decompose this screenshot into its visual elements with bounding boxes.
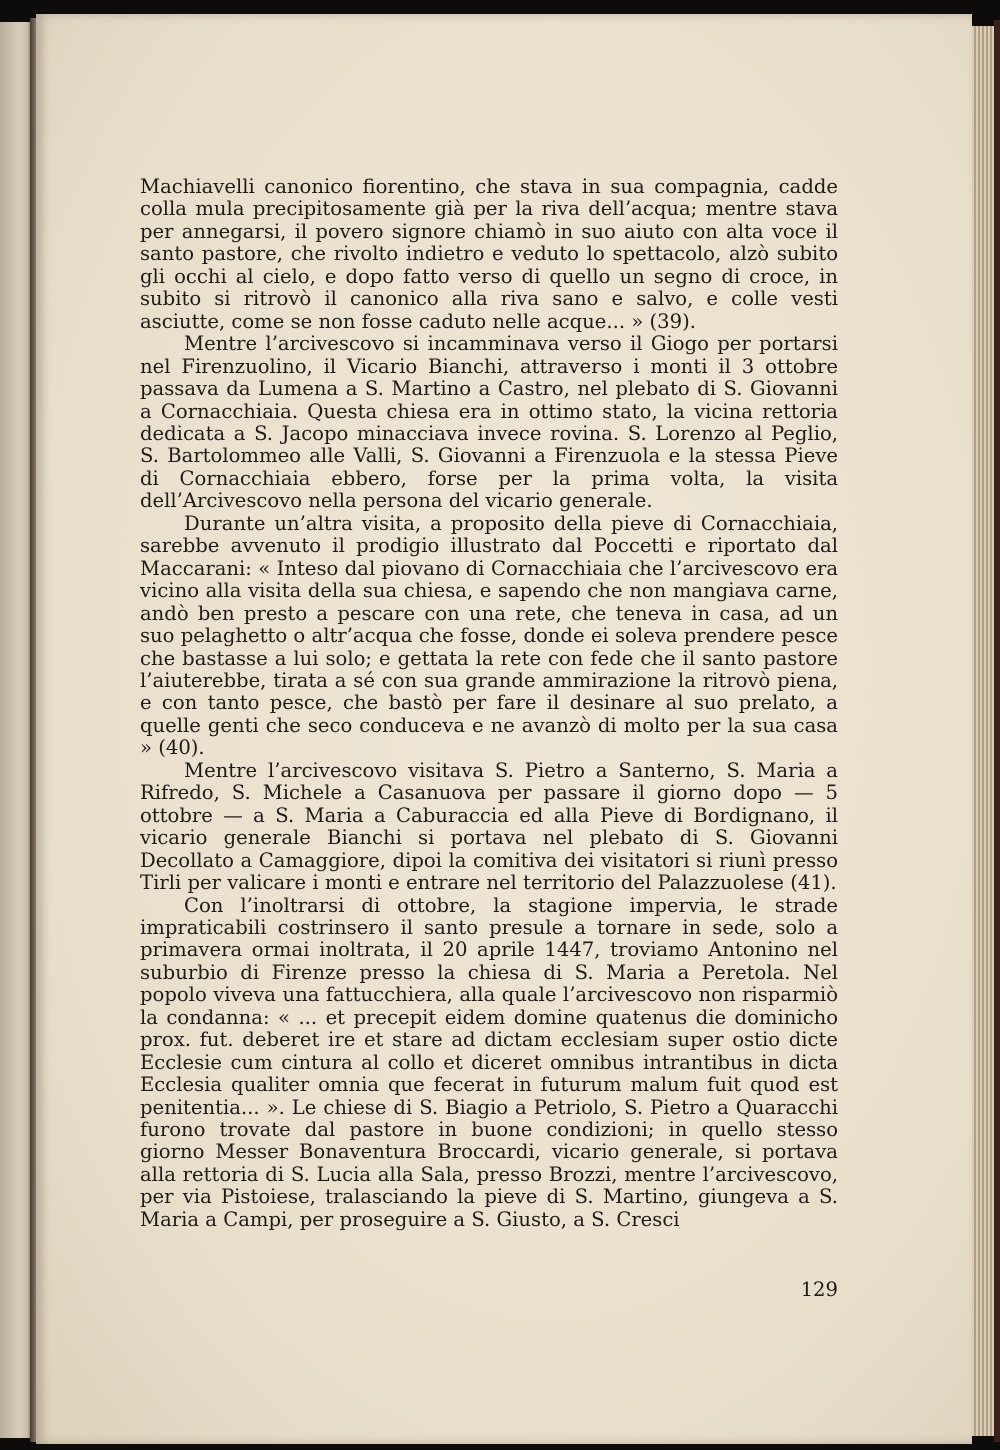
- paragraph-1: Machiavelli canonico fiorentino, che stava in sua compagnia, cadde colla mula precipitosamente già per la riva dell’acqua; mentre stava per annegarsi, il povero signore chiamò in suo aiuto con alta voce il santo pastore, che rivolto indietro e veduto lo spettacolo, alzò subito gli occhi al cielo, e dopo fatto verso di quello un segno di croce, in subito si ritrovò il canonico alla riva sano e salvo, e colle vesti asciutte, come se non fosse caduto nelle acque... » (39).: [140, 175, 838, 333]
- cover-edge: [994, 20, 1000, 1442]
- body-text: [140, 176, 838, 1231]
- paragraph-3: Durante un’altra visita, a proposito della pieve di Cornacchiaia, sarebbe avvenuto il prodigio illustrato dal Poccetti e riportato dal Maccarani: « Inteso dal piovano di Cornacchiaia che l’arcivescovo era vicino alla visita della sua chiesa, e sapendo che non mangiava carne, andò ben presto a pescare con una rete, che teneva in casa, ad un suo pelaghetto o altr’acqua che fosse, donde ei soleva prendere pesce che bastasse a lui solo; e gettata la rete con fede che il santo pastore l’aiuterebbe, tirata a sé con sua grande ammirazione la ritrovò piena, e con tanto pesce, che bastò per fare il desinare al suo prelato, a quelle genti che seco conduceva e ne avanzò di molto per la sua casa » (40).: [140, 511, 838, 760]
- page-number: 129: [800, 1278, 838, 1301]
- paragraph-4: Mentre l’arcivescovo visitava S. Pietro a Santerno, S. Maria a Rifredo, S. Michele a Casanuova per passare il giorno dopo — 5 ottobre — a S. Maria a Caburaccia ed alla Pieve di Bordignano, il vicario generale Bianchi si portava nel plebato di S. Giovanni Decollato a Camaggiore, dipoi la comitiva dei visitatori si riunì presso Tirli per valicare i monti e entrare nel territorio del Palazzuolese (41).: [140, 758, 838, 895]
- paragraph-2: Mentre l’arcivescovo si incamminava verso il Giogo per portarsi nel Firenzuolino, il Vicario Bianchi, attraverso i monti il 3 ottobre passava da Lumena a S. Martino a Castro, nel plebato di S. Giovanni a Cornacchiaia. Questa chiesa era in ottimo stato, la vicina rettoria dedicata a S. Jacopo minacciava invece rovina. S. Lorenzo al Peglio, S. Bartolommeo alle Valli, S. Giovanni a Firenzuola e la stessa Pieve di Cornacchiaia ebbero, forse per la prima volta, la visita dell’Arcivescovo nella persona del vicario generale.: [140, 332, 838, 513]
- paragraph-5: Con l’inoltrarsi di ottobre, la stagione impervia, le strade impraticabili costrinsero il santo presule a tornare in sede, solo a primavera ormai inoltrata, il 20 aprile 1447, troviamo Antonino nel suburbio di Firenze presso la chiesa di S. Maria a Peretola. Nel popolo viveva una fattucchiera, alla quale l’arcivescovo non risparmiò la condanna: « ... et precepit eidem domine quatenus die dominicho prox. fut. deberet ire et stare ad dictam ecclesiam super ostio dicte Ecclesie cum cintura al collo et diceret omnibus intrantibus in dicta Ecclesia qualiter omnia que fecerat in futurum malum fuit quod est penitentia... ». Le chiese di S. Biagio a Petriolo, S. Pietro a Quaracchi furono trovate dal pastore in buone condizioni; in quello stesso giorno Messer Bonaventura Broccardi, vicario generale, si portava alla rettoria di S. Lucia alla Sala, presso Brozzi, mentre l’arcivescovo, per via Pistoiese, tralasciando la pieve di S. Martino, giungeva a S. Maria a Campi, per proseguire a S. Giusto, a S. Cresci: [140, 893, 838, 1231]
- left-page-edge: [0, 22, 34, 1438]
- page-stack-edge: [972, 26, 994, 1436]
